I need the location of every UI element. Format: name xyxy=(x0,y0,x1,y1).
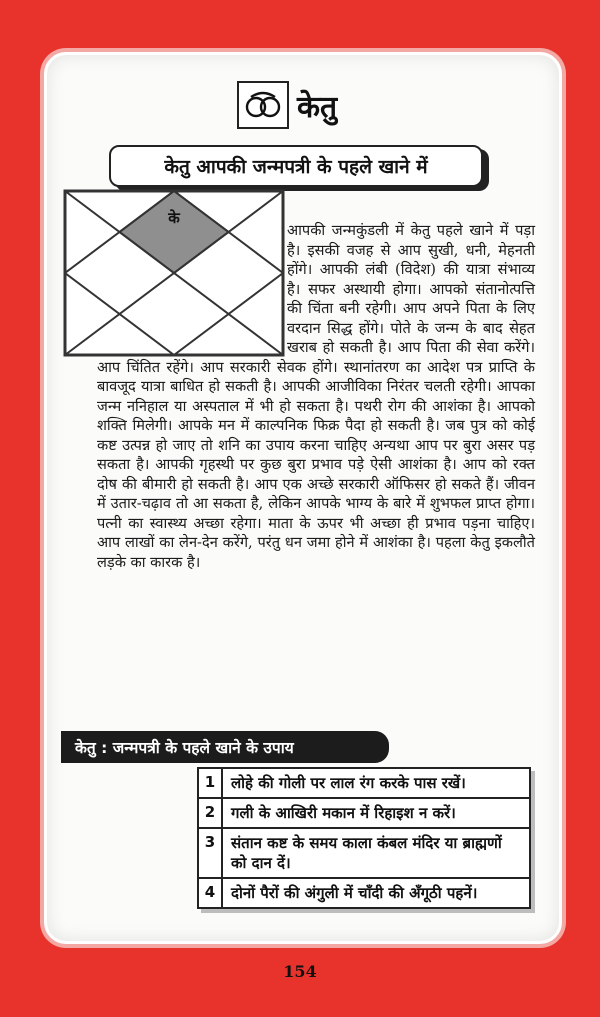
remedies-table xyxy=(197,767,531,909)
remedy-number: 1 xyxy=(198,768,222,798)
table-row xyxy=(198,768,530,798)
remedy-number: 4 xyxy=(198,878,222,908)
table-row xyxy=(198,798,530,828)
body-text xyxy=(97,221,535,572)
remedy-text: संतान कष्ट के समय काला कंबल मंदिर या ब्राह्मणों को दान दें। xyxy=(222,828,530,878)
chart-house-1-label: के xyxy=(168,209,180,227)
remedy-number: 2 xyxy=(198,798,222,828)
body-paragraph: आपकी जन्मकुंडली में केतु पहले खाने में पड़ा है। इसकी वजह से आप सुखी, धनी, मेहनती होंगे। आपकी लंबी (विदेश) की यात्रा संभाव्य है। सफर अस्थायी होगा। आपको संतानोत्पत्ति की चिंता बनी रहेगी। आप अपने पिता के लिए वरदान सिद्ध होंगे। पोते के जन्म के बाद सेहत खराब हो सकती है। आप पिता की सेवा करेंगे। आप चिंतित रहेंगे। आप सरकारी सेवक होंगे। स्थानांतरण का आदेश पत्र प्राप्ति के बावजूद यात्रा बाधित हो सकती है। आपकी आजीविका निरंतर चलती रहेगी। आपका जन्म ननिहाल या अस्पताल में भी हो सकता है। पथरी रोग की आशंका है। आपको शक्ति मिलेगी। आपके मन में काल्पनिक फिक्र पैदा हो सकती है। जब पुत्र को कोई कष्ट उत्पन्न हो जाए तो शनि का उपाय करना चाहिए अन्यथा आप पर बुरा असर पड़ सकता है। आपकी गृहस्थी पर कुछ बुरा प्रभाव पड़े ऐसी आशंका है। आप को रक्त दोष की बीमारी हो सकती है। आप एक अच्छे सरकारी ऑफिसर हो सकते हैं। जीवन में उतार-चढ़ाव तो आ सकता है, लेकिन आपके भाग्य के बारे में शुभफल प्राप्त होगा। पत्नी का स्वास्थ्य अच्छा रहेगा। माता के ऊपर भी अच्छा ही प्रभाव पड़ना चाहिए। आप लाखों का लेन-देन करेंगे, परंतु धन जमा होने में आशंका है। पहला केतु इकलौते लड़के का कारक है। xyxy=(97,222,535,571)
remedy-number: 3 xyxy=(198,828,222,878)
page-number: 154 xyxy=(283,962,317,981)
remedy-text: दोनों पैरों की अंगुली में चाँदी की अँगूठी पहनें। xyxy=(222,878,530,908)
ketu-symbol-icon xyxy=(237,81,289,129)
table-row xyxy=(198,828,530,878)
page-title: केतु xyxy=(297,89,338,125)
title-block xyxy=(237,81,337,129)
remedy-text: लोहे की गोली पर लाल रंग करके पास रखें। xyxy=(222,768,530,798)
remedies-heading: केतु : जन्मपत्री के पहले खाने के उपाय xyxy=(61,731,389,763)
chart-float-spacer xyxy=(97,221,287,357)
page-frame xyxy=(44,52,562,944)
remedy-text: गली के आखिरी मकान में रिहाइश न करें। xyxy=(222,798,530,828)
table-row xyxy=(198,878,530,908)
section-title-banner: केतु आपकी जन्मपत्री के पहले खाने में xyxy=(109,145,483,187)
